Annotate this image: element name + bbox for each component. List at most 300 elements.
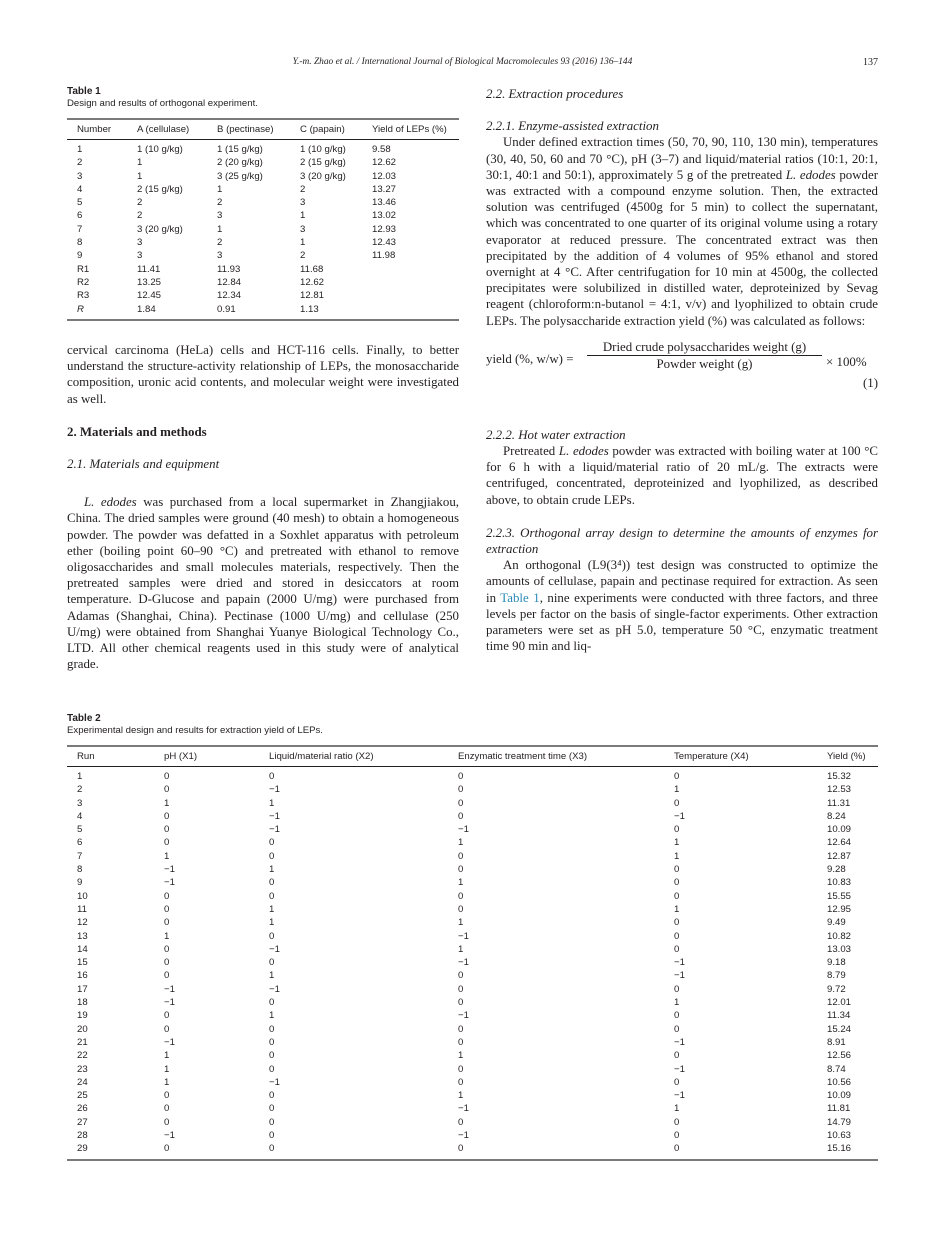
table2-cell: 0 [164,903,170,915]
table2-row [67,1142,878,1155]
table1-cell: 3 (20 g/kg) [300,170,346,182]
table1-cell: 13.46 [372,197,397,209]
table2-cell: 12.53 [827,784,852,796]
table2-cell: 11.34 [827,1010,851,1022]
section-2-2-3-text-b: , nine experiments were conducted with three factors, and three levels per factor on the basis of single-factor experiments. Other extraction parameters were set as pH 5.0, temperature 50 °C, enzymatic treatment time 90 min and liq- [486,590,878,654]
table2-cell: 0 [269,1116,275,1128]
table2-cell: 14.79 [827,1116,852,1128]
table2-cell: −1 [458,930,469,942]
table1-cell: 1 (10 g/kg) [137,144,183,155]
table2-cell: 12.64 [827,837,852,849]
table1-cell: 12.43 [372,237,397,249]
table1-cell: 0.91 [217,303,236,315]
table2 [67,713,878,1161]
table2-cell: 12.56 [827,1050,852,1062]
table2-row [67,1009,878,1022]
table1-cell: 1 [137,170,143,182]
table2-cell: 0 [164,1090,170,1102]
table1-cell: R [77,303,84,315]
table1-cell: 1 (10 g/kg) [300,144,346,155]
section-2-1-text: was purchased from a local supermarket in Zhangjiakou, China. The dried samples were ground (40 mesh) to obtain a homogeneous powder. The powder was defatted in a Soxhlet apparatus with petroleum ether (boiling point 60–90 °C) and pretreated with ethanol to remove oligosaccharides and small molecules materials, respectively. Then the pretreated samples were dried and stored in desiccators at room temperature. D-Glucose and papain (2000 U/mg) were purchased from Adamas (Shanghai, China). Pectinase (1000 U/mg) and cellulase (250 U/mg) were obtained from Shanghai Yuanye Biological Technology Co., LTD. All other chemical reagents used in this study were of analytical grade. [67,495,459,672]
table2-cell: 0 [458,864,464,876]
table2-cell: 0 [458,903,464,915]
table2-cell: 0 [458,784,464,796]
table2-row [67,996,878,1009]
section-2-heading: 2. Materials and methods [67,424,207,439]
table2-cell: 1 [458,943,464,955]
table1-cell: 11.68 [300,263,324,275]
table1-caption: Design and results of orthogonal experiment. [67,98,258,109]
table2-cell: −1 [164,983,175,995]
table2-cell: −1 [674,970,685,982]
table2-cell: 0 [269,771,275,782]
table2-col-header: Liquid/material ratio (X2) [269,751,374,762]
table1-cell: 12.62 [300,276,325,288]
equation-rhs: × 100% [826,354,867,369]
table2-cell: 3 [77,797,83,809]
table1-cell: 7 [77,223,83,235]
table1-row [67,196,459,209]
table2-cell: 0 [269,1090,275,1102]
table1-cell: 2 [217,197,223,209]
table2-body [67,767,878,1159]
table2-cell: 14 [77,943,88,955]
table1-cell: R1 [77,263,90,275]
table2-cell: 1 [674,850,680,862]
equation-1 [486,339,878,391]
table2-row [67,903,878,916]
table1-row [67,236,459,249]
table2-cell: 0 [269,1063,275,1075]
table2-row [67,783,878,796]
table1-cell: 5 [77,197,83,209]
table2-row [67,876,878,889]
table2-row [67,969,878,982]
table1-cell: 3 [217,210,223,222]
table1-cell: 2 [137,197,143,209]
table1-cell: 3 [300,197,306,209]
table2-cell: 0 [164,917,170,929]
table2-cell: −1 [269,810,280,822]
table2-cell: 1 [458,1090,464,1102]
table1-cell: 1.84 [137,303,156,315]
section-2-2-1-text-a: Under defined extraction times (50, 70, 90, 110, 130 min), temperatures (30, 40, 50, 60 and 70 °C), pH (3–7) and liquid/material ratios (10:1, 20:1, 30:1, 40:1 and 50:1), approximately 5 g of the pretreated [486,135,878,182]
section-2-2-1-heading: 2.2.1. Enzyme-assisted extraction [486,119,659,134]
table2-row [67,1036,878,1049]
table2-cell: 0 [674,890,680,902]
table2-cell: 0 [269,1023,275,1035]
table2-cell: −1 [674,1063,685,1075]
table1-cell: 1 [77,144,83,155]
section-2-2-3-heading: 2.2.3. Orthogonal array design to determine the amounts of enzymes for extraction [486,525,878,557]
table2-cell: 9 [77,877,83,889]
table2-cell: 0 [269,1143,275,1155]
table2-cell: 0 [269,1103,275,1115]
table1-cell: 1 [217,223,223,235]
table2-cell: 0 [269,997,275,1009]
table2-cell: 0 [164,1143,170,1155]
table1-col-header: Yield of LEPs (%) [372,124,447,135]
table2-cell: −1 [674,957,685,969]
table2-cell: 0 [458,810,464,822]
table2-row [67,810,878,823]
table2-cell: −1 [164,877,175,889]
table1-cell: 13.25 [137,276,162,288]
table2-cell: 1 [269,797,275,809]
table2-cell: 0 [269,1130,275,1142]
table2-cell: 0 [674,864,680,876]
table2-row [67,863,878,876]
table1-cell: R3 [77,290,90,302]
table2-cell: 29 [77,1143,88,1155]
table2-cell: 20 [77,1023,88,1035]
table1-header-row [67,120,459,139]
table2-cell: 0 [674,1023,680,1035]
table2-cell: 15.24 [827,1023,852,1035]
table1-cell: 12.84 [217,276,242,288]
table2-cell: 0 [674,1116,680,1128]
table2-cell: −1 [269,943,280,955]
table2-cell: 15.55 [827,890,852,902]
table1-row [67,263,459,276]
table2-cell: 0 [674,917,680,929]
table1-cell: 3 [137,250,143,262]
table1-cell: 13.27 [372,183,397,195]
section-2-1-paragraph [67,494,459,672]
table2-cell: 0 [269,850,275,862]
table2-cell: 1 [458,837,464,849]
table1-cell: 11.93 [217,263,241,275]
table2-cell: 9.72 [827,983,846,995]
table2-cell: 1 [674,784,680,796]
table2-cell: 12 [77,917,88,929]
table1-cell: R2 [77,276,90,288]
table1-cell: 12.93 [372,223,397,235]
table2-cell: 28 [77,1130,88,1142]
table2-cell: 23 [77,1063,88,1075]
table2-cell: 0 [164,1116,170,1128]
table2-cell: 8.24 [827,810,846,822]
page-number: 137 [863,57,878,68]
table2-cell: 0 [674,877,680,889]
table2-cell: 8.79 [827,970,846,982]
table1-cell: 2 [137,210,143,222]
table2-cell: 9.28 [827,864,846,876]
table2-cell: −1 [458,1103,469,1115]
table2-cell: 0 [458,970,464,982]
table1-col-header: C (papain) [300,124,345,135]
table2-cell: 0 [674,1076,680,1088]
table2-cell: 0 [458,1076,464,1088]
table1-cell: 9 [77,250,83,262]
table1-cell: 1 [137,157,143,169]
table2-cell: 15.16 [827,1143,852,1155]
table2-cell: 0 [458,1036,464,1048]
table2-cell: 1 [164,797,170,809]
table2-col-header: pH (X1) [164,751,198,762]
equation-fraction [587,339,822,372]
table2-cell: 26 [77,1103,88,1115]
table2-row [67,1063,878,1076]
section-2-2-2-paragraph [486,443,878,508]
table1-cell: 11.98 [372,250,396,262]
table1-cell: 12.62 [372,157,397,169]
table2-row [67,1116,878,1129]
table2-cell: −1 [458,1010,469,1022]
table2-col-header: Yield (%) [827,751,866,762]
table2-cell: 0 [458,797,464,809]
table2-cell: 0 [269,1050,275,1062]
table1-row [67,249,459,262]
species-name: L. edodes [84,495,137,510]
table2-cell: 0 [674,1130,680,1142]
table2-cell: 0 [164,890,170,902]
table2-header-row [67,747,878,766]
table1-row [67,183,459,196]
table2-cell: 9.49 [827,917,846,929]
table2-cell: 0 [164,837,170,849]
section-2-2-1-text-b: powder was extracted with a compound enzyme solution. Then, the extracted solution was centrifuged (4500g for 5 min) to collect the supernatant, which was concentrated to one quarter of its original volume using a rotary evaporator at reduced pressure. The concentrated extract was then precipitated by the addition of 4 volumes of 95% ethanol and stored overnight at 4 °C. After centrifugation for 10 min at 4500g, the collected precipitates were solubilized in distilled water, deproteinized by Sevag reagent (chloroform:n-butanol = 4:1, v/v) and lyophilized to obtain crude LEPs. The polysaccharide extraction yield (%) was calculated as follows: [486,167,878,328]
table2-cell: 1 [164,1050,170,1062]
table1-col-header: B (pectinase) [217,124,274,135]
table2-cell: −1 [269,824,280,836]
table2-cell: 15 [77,957,88,969]
section-2-2-heading: 2.2. Extraction procedures [486,87,624,101]
table2-cell: 0 [458,1063,464,1075]
table2-row [67,836,878,849]
table2-cell: 25 [77,1090,88,1102]
table2-cell: 0 [674,930,680,942]
table2-cell: 0 [164,957,170,969]
table2-cell: 1 [674,903,680,915]
table2-row [67,770,878,783]
table2-row [67,930,878,943]
table2-cell: 11 [77,903,87,915]
table2-cell: 1 [269,917,275,929]
table2-cell: 0 [269,1036,275,1048]
table2-cell: 7 [77,850,83,862]
table1-cell: 1 [300,237,306,249]
table2-row [67,983,878,996]
table2-cell: −1 [164,1130,175,1142]
table2-cell: 10.83 [827,877,852,889]
table2-row [67,1076,878,1089]
table2-row [67,1089,878,1102]
table1-bottom-rule [67,319,459,321]
table2-cell: −1 [269,784,280,796]
table1-row [67,303,459,316]
table1-row [67,170,459,183]
table2-cell: 0 [164,1103,170,1115]
table1-cell: 2 (20 g/kg) [217,157,263,169]
table1-cell: 3 [217,250,223,262]
table1-col-header: A (cellulase) [137,124,190,135]
left-column [67,342,459,672]
table2-cell: 22 [77,1050,88,1062]
table1-cell: 6 [77,210,83,222]
right-column [486,86,878,654]
table2-cell: 1 [164,850,170,862]
section-2-1-heading: 2.1. Materials and equipment [67,457,220,472]
table1 [67,86,459,321]
table2-cell: 1 [269,903,275,915]
table2-cell: −1 [458,824,469,836]
table2-cell: 12.95 [827,903,852,915]
table2-cell: 1 [674,837,680,849]
table1-row [67,156,459,169]
table2-row [67,1049,878,1062]
table2-cell: 0 [164,1023,170,1035]
table2-row [67,943,878,956]
table2-cell: 0 [269,957,275,969]
table2-cell: 0 [164,824,170,836]
table2-cell: 18 [77,997,88,1009]
table1-cell: 2 [217,237,223,249]
table2-cell: −1 [269,983,280,995]
table2-cell: 10.09 [827,824,852,836]
table2-cell: 21 [77,1036,88,1048]
table2-cell: 0 [269,877,275,889]
table2-row [67,890,878,903]
table2-cell: −1 [164,1036,175,1048]
table1-cell: 12.03 [372,170,397,182]
section-2-2-3-text-a: An orthogonal (L9(3⁴)) test design was constructed to optimize the amounts of cellulase, papain and pectinase required for extraction. As seen in [486,558,878,605]
table2-cell: −1 [458,1130,469,1142]
table1-cell: 3 [300,223,306,235]
table2-col-header: Enzymatic treatment time (X3) [458,751,588,762]
table2-cell: −1 [164,864,175,876]
table2-cell: −1 [674,1036,685,1048]
table2-cell: 0 [164,970,170,982]
table2-cell: 13 [77,930,88,942]
table2-cell: 8 [77,864,83,876]
table2-cell: 1 [458,917,464,929]
table2-cell: 1 [269,864,275,876]
table2-cell: 0 [164,810,170,822]
table2-cell: 1 [164,1063,170,1075]
table2-cell: 15.32 [827,771,852,782]
table2-row [67,797,878,810]
table2-cell: 0 [674,983,680,995]
table2-cell: 8.74 [827,1063,846,1075]
table2-cell: 1 [458,877,464,889]
table2-cell: 1 [269,970,275,982]
table2-cell: 0 [458,1116,464,1128]
section-2-2-2-heading: 2.2.2. Hot water extraction [486,427,626,442]
table1-cell: 9.58 [372,144,391,155]
table1-cell: 11.41 [137,263,161,275]
table2-cell: 0 [458,1143,464,1155]
table2-cell: 0 [269,930,275,942]
table2-cell: 2 [77,784,83,796]
table2-cell: 10.82 [827,930,852,942]
table1-cell: 3 (20 g/kg) [137,223,183,235]
table1-row [67,223,459,236]
table1-row [67,209,459,222]
table2-cell: 0 [269,890,275,902]
table2-row [67,850,878,863]
table2-cell: 1 [269,1010,275,1022]
table2-cell: 0 [674,943,680,955]
equation-numerator: Dried crude polysaccharides weight (g) [602,339,807,354]
table1-col-header: Number [77,124,112,135]
table2-cell: 1 [164,930,170,942]
table1-cell: 8 [77,237,83,249]
table2-cell: 0 [164,784,170,796]
table2-row [67,1129,878,1142]
table2-cell: 0 [458,850,464,862]
table2-bottom-rule [67,1159,878,1161]
table2-cell: 12.87 [827,850,852,862]
table2-cell: 24 [77,1076,88,1088]
table2-cell: −1 [269,1076,280,1088]
table2-col-header: Run [77,751,95,762]
table2-cell: 0 [458,771,464,782]
table1-cell: 3 [137,237,143,249]
table2-cell: −1 [674,810,685,822]
table2-cell: 6 [77,837,83,849]
table2-cell: 8.91 [827,1036,846,1048]
table1-grid [67,118,459,321]
table2-cell: 0 [458,890,464,902]
table2-caption: Experimental design and results for extraction yield of LEPs. [67,725,323,736]
table1-cell: 2 (15 g/kg) [300,157,346,169]
table2-cell: 0 [164,771,170,782]
table2-cell: 0 [674,824,680,836]
table2-cell: 0 [674,1143,680,1155]
table1-row [67,289,459,302]
table2-cell: 0 [674,1050,680,1062]
table1-cell: 3 (25 g/kg) [217,170,263,182]
table1-row [67,276,459,289]
table2-label: Table 2 [67,713,101,724]
table2-cell: 0 [674,797,680,809]
table2-cell: 0 [458,983,464,995]
table2-cell: 0 [674,1010,680,1022]
table1-cell: 1 (15 g/kg) [217,144,263,155]
table1-row [67,143,459,156]
species-name: L. edodes [558,444,609,459]
table2-cell: 0 [458,997,464,1009]
table2-cell: 10 [77,890,88,902]
table2-cell: 10.09 [827,1090,852,1102]
table2-cell: 0 [458,1023,464,1035]
table2-col-header: Temperature (X4) [674,751,749,762]
table1-cell: 1 [217,183,223,195]
table2-cell: 1 [164,1076,170,1088]
table2-cell: 10.56 [827,1076,852,1088]
section-2-2-2-text-b: powder was extracted with boiling water at 100 °C for 6 h with a liquid/material ratio of 20 mL/g. The extracts were centrifuged, concentrated, deproteinized and lyophilized, as described above, to obtain crude LEPs. [486,444,878,507]
section-2-2-1-paragraph [486,134,878,328]
table1-link[interactable]: Table 1 [500,590,540,605]
section-2-2-3-paragraph [486,557,878,654]
table2-cell: 27 [77,1116,88,1128]
table2-cell: 0 [164,943,170,955]
table1-cell: 1 [300,210,306,222]
table2-cell: −1 [674,1090,685,1102]
table1-body [67,140,459,319]
table2-cell: 1 [77,771,83,782]
table2-cell: 1 [674,997,680,1009]
table2-cell: 5 [77,824,83,836]
table2-cell: 9.18 [827,957,846,969]
table2-cell: 13.03 [827,943,852,955]
table2-cell: 1 [458,1050,464,1062]
table2-cell: −1 [458,957,469,969]
running-head: Y.-m. Zhao et al. / International Journal of Biological Macromolecules 93 (2016) 136–144 [292,57,633,67]
table2-row [67,1102,878,1115]
table1-cell: 2 [77,157,83,169]
